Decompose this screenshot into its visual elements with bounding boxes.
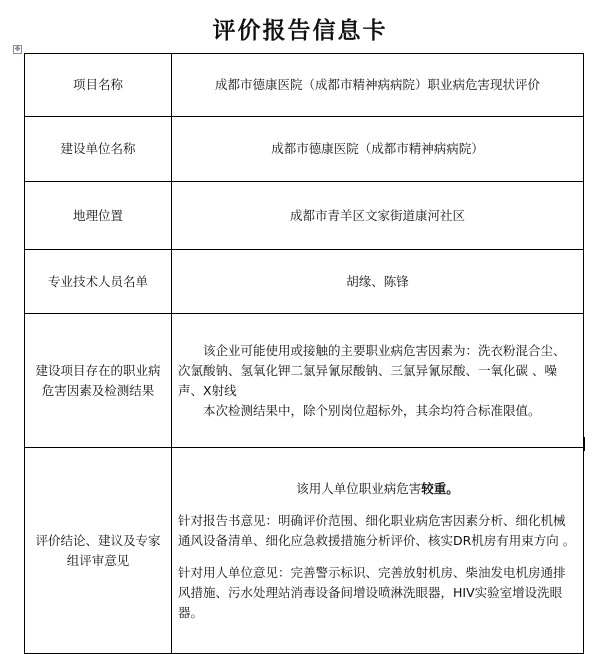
employer-opinion-text: 针对用人单位意见：完善警示标识、完善放射机房、柴油发电机房通排风措施、污水处理站消毒设备间增设喷淋洗眼器，HIV实验室增设洗眼器。 [178, 564, 566, 620]
conclusion-text [172, 479, 583, 499]
detection-result-text: 本次检测结果中，除个别岗位超标外，其余均符合标准限值。 [203, 402, 541, 418]
page-title: 评价报告信息卡 [212, 18, 388, 44]
conclusion-prefix: 该用人单位职业病危害 [296, 480, 422, 496]
row-label: 项目名称 [25, 54, 172, 117]
table-row [25, 54, 584, 117]
row-value: 成都市青羊区文家街道康河社区 [172, 182, 584, 250]
conclusion-level: 较重。 [421, 480, 459, 496]
table-row [25, 182, 584, 250]
row-value: 成都市德康医院（成都市精神病病院）职业病危害现状评价 [172, 54, 584, 117]
table-row [25, 117, 584, 182]
table-row [25, 250, 584, 314]
table-row [25, 314, 584, 448]
conclusion-cell [172, 448, 584, 654]
report-info-table [24, 53, 584, 654]
row-label: 专业技术人员名单 [25, 250, 172, 314]
table-move-handle-icon[interactable]: ✥ [14, 45, 21, 53]
hazard-factors-cell [172, 314, 584, 448]
hazard-factors-text: 该企业可能使用或接触的主要职业病危害因素为：洗衣粉混合尘、次氯酸钠、氢氧化钾二氯异氰尿酸钠、三氯异氰尿酸、一氧化碳 、噪声、X射线 [178, 342, 566, 398]
text-cursor [584, 437, 585, 451]
row-label: 建设项目存在的职业病危害因素及检测结果 [25, 314, 172, 448]
row-label: 建设单位名称 [25, 117, 172, 182]
row-label: 地理位置 [25, 182, 172, 250]
row-value: 胡缘、陈锋 [172, 250, 584, 314]
table-row [25, 448, 584, 654]
row-value: 成都市德康医院（成都市精神病病院） [172, 117, 584, 182]
row-label: 评价结论、建议及专家组评审意见 [25, 448, 172, 654]
report-opinion-text: 针对报告书意见：明确评价范围、细化职业病危害因素分析、细化机械通风设备清单、细化应急救援措施分析评价、核实DR机房有用束方向 。 [178, 512, 576, 548]
